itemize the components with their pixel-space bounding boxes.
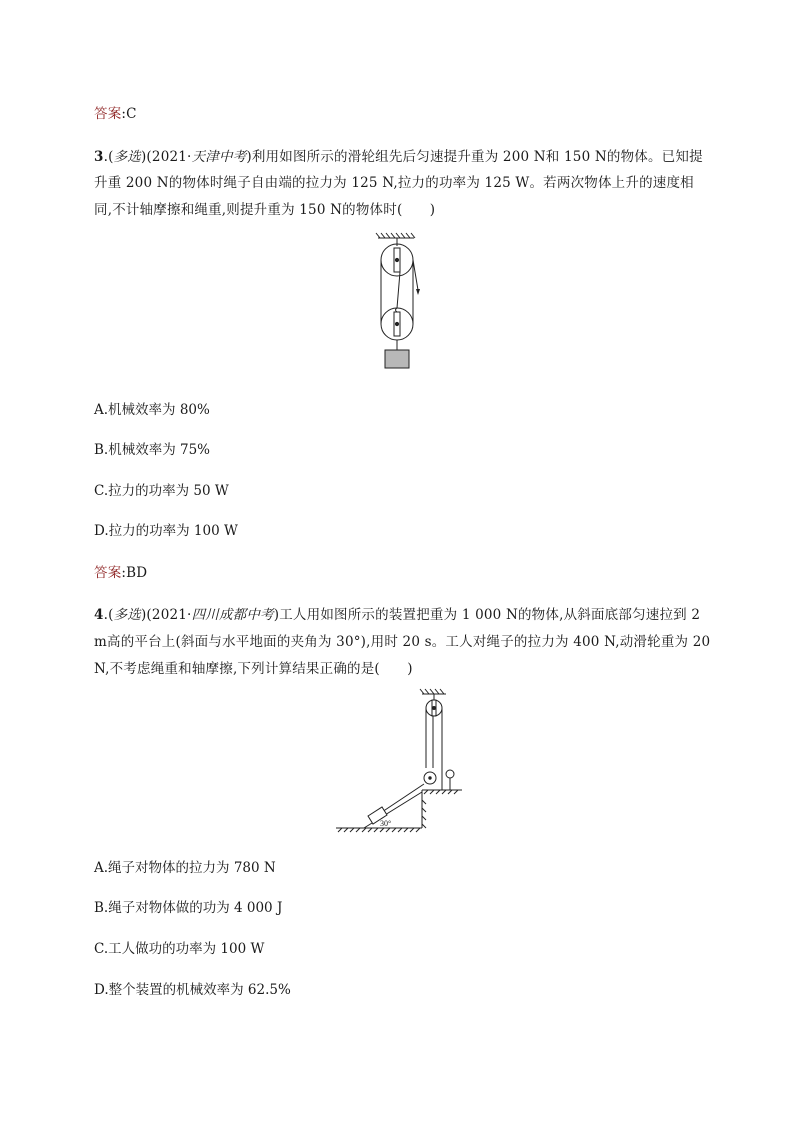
option-a: A.绳子对物体的拉力为 780 N [94,860,276,876]
question-text: )工人用如图所示的装置把重为 1 000 N的物体,从斜面底部匀速拉到 2 [273,607,701,623]
question-year: )(2021· [140,149,192,165]
question-4-line-2: m高的平台上(斜面与水平地面的夹角为 30°),用时 20 s。工人对绳子的拉力为 400 N,动滑轮重为 20 [94,634,711,650]
answer-value: C [126,106,137,122]
answer-value: BD [126,565,148,581]
option-d: D.拉力的功率为 100 W [94,523,238,539]
question-paren: .( [103,607,114,623]
question-source: 四川成都中考 [191,607,274,623]
option-c: C.拉力的功率为 50 W [94,483,229,499]
incline-pulley-figure [334,688,464,836]
option-a: A.机械效率为 80% [94,402,210,418]
question-source: 天津中考 [191,149,247,165]
angle-label: 30° [380,819,392,828]
question-number: 4 [94,607,104,623]
answer-label: 答案 [94,106,122,122]
question-text: )利用如图所示的滑轮组先后匀速提升重为 200 N和 150 N的物体。已知提 [246,149,703,165]
pulley-system-figure [360,232,440,374]
question-3-line-3: 同,不计轴摩擦和绳重,则提升重为 150 N的物体时( ) [94,202,436,218]
question-tag: 多选 [113,607,141,623]
question-4-line-1 [94,603,700,623]
answer-sep: : [121,565,127,581]
option-d: D.整个装置的机械效率为 62.5% [94,982,291,998]
answer-line-2 [94,561,147,581]
question-3-line-2: 升重 200 N的物体时绳子自由端的拉力为 125 N,拉力的功率为 125 W。若两次物体上升的速度相 [94,175,694,191]
option-b: B.机械效率为 75% [94,442,211,458]
option-c: C.工人做功的功率为 100 W [94,941,265,957]
question-tag: 多选 [113,149,141,165]
question-4-line-3: N,不考虑绳重和轴摩擦,下列计算结果正确的是( ) [94,661,413,677]
answer-label: 答案 [94,565,122,581]
question-paren: .( [103,149,114,165]
question-number: 3 [94,149,104,165]
option-b: B.绳子对物体做的功为 4 000 J [94,900,283,916]
answer-sep: : [121,106,127,122]
question-year: )(2021· [140,607,192,623]
answer-line-1 [94,102,137,122]
question-3-line-1 [94,145,703,165]
